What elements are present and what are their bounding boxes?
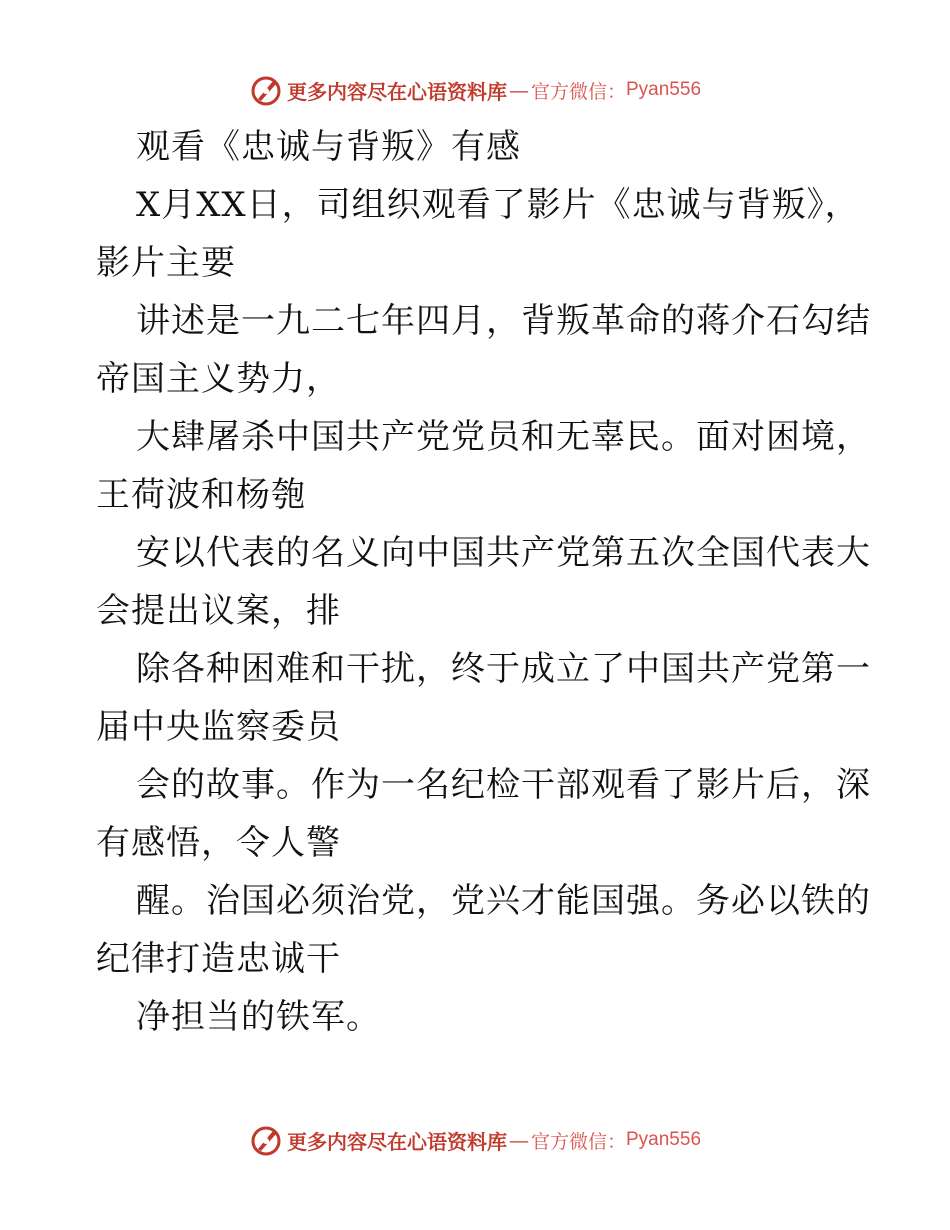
- paragraph-line: X月XX日，司组织观看了影片《忠诚与背叛》，: [136, 185, 860, 225]
- banner-main-text: 更多内容尽在心语资料库: [286, 1129, 507, 1154]
- banner-dash: —: [508, 78, 529, 102]
- paragraph-line: 大肆屠杀中国共产党党员和无辜民。面对困境，: [136, 417, 871, 457]
- banner-wechat-id: Pyan556: [626, 79, 702, 100]
- paragraph-line: 除各种困难和干扰，终于成立了中国共产党第一: [136, 649, 871, 689]
- paragraph-line: 会提出议案，排: [96, 591, 341, 631]
- footer-watermark-banner: [0, 1120, 950, 1160]
- quill-pen-logo-icon: [249, 73, 283, 107]
- document-body: [96, 118, 871, 1046]
- paragraph-line: 届中央监察委员: [96, 707, 341, 747]
- paragraph-line: 醒。治国必须治党，党兴才能国强。务必以铁的: [136, 881, 871, 921]
- paragraph-line: 安以代表的名义向中国共产党第五次全国代表大: [136, 533, 871, 573]
- paragraph-line: 有感悟，令人警: [96, 823, 341, 863]
- banner-main-text: 更多内容尽在心语资料库: [286, 79, 507, 104]
- paragraph-line: 纪律打造忠诚干: [96, 939, 341, 979]
- banner-wechat-id: Pyan556: [626, 1129, 702, 1150]
- paragraph-line: 王荷波和杨匏: [96, 475, 306, 515]
- paragraph-line: 影片主要: [96, 243, 236, 283]
- paragraph-line: 净担当的铁军。: [136, 997, 381, 1037]
- quill-pen-logo-icon: [249, 1123, 283, 1157]
- banner-wechat-label: 官方微信：: [530, 80, 626, 103]
- paragraph-line: 会的故事。作为一名纪检干部观看了影片后，深: [136, 765, 871, 805]
- header-watermark-banner: [0, 70, 950, 110]
- banner-wechat-label: 官方微信：: [530, 1130, 626, 1153]
- banner-dash: —: [508, 1128, 529, 1152]
- paragraph-line: 讲述是一九二七年四月，背叛革命的蒋介石勾结: [136, 301, 871, 341]
- document-title: 观看《忠诚与背叛》有感: [136, 127, 521, 167]
- paragraph-line: 帝国主义势力，: [96, 359, 341, 399]
